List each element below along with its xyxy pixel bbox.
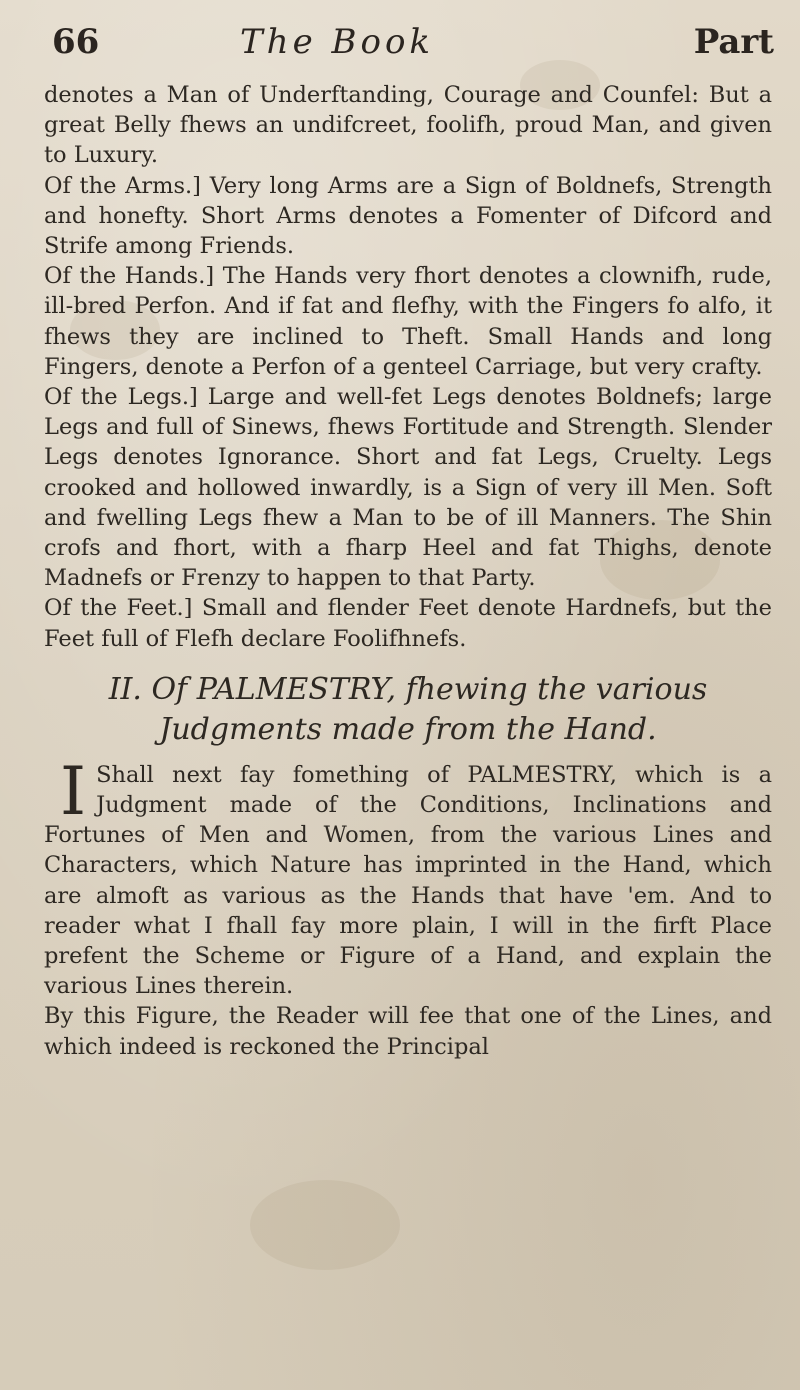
paragraph-belly: denotes a Man of Underftanding, Courage and Counfel: But a great Belly fhews an undifcreet, foolifh, proud Man, and given to Luxury. (44, 82, 772, 169)
page-header (40, 14, 780, 70)
running-title: The Book (240, 22, 435, 62)
section-heading: II. Of PALMESTRY, fhewing the various Judgments made from the Hand. (108, 671, 708, 747)
paragraph-palmestry (44, 752, 772, 1002)
drop-cap: I (60, 752, 87, 830)
paragraph-feet: Of the Feet.] Small and flender Feet denote Hardnefs, but the Feet full of Flefh declare Foolifhnefs. (44, 595, 772, 652)
paragraph-figure: By this Figure, the Reader will fee that one of the Lines, and which indeed is reckoned the Principal (44, 1003, 772, 1060)
paragraph-arms: Of the Arms.] Very long Arms are a Sign of Boldnefs, Strength and honefty. Short Arms denotes a Fomenter of Difcord and Strife among Friends. (44, 172, 772, 260)
paragraph-legs: Of the Legs.] Large and well-fet Legs denotes Boldnefs; large Legs and full of Sinews, fhews Fortitude and Strength. Slender Legs denotes Ignorance. Short and fat Legs, Cruelty. Legs crooked and hollowed inwardly, is a Sign of very ill Men. Soft and fwelling Legs fhew a Man to be of ill Manners. The Shin crofs and fhort, with a fharp Heel and fat Thighs, denote Madnefs or Frenzy to happen to that Party. (44, 384, 772, 592)
page-number: 66 (52, 22, 100, 62)
body-text (44, 80, 772, 1062)
paragraph-palmestry-text: Shall next fay fomething of PALMESTRY, which is a Judgment made of the Conditions, Inclinations and Fortunes of Men and Women, from the various Lines and Characters, which Nature has imprinted in the Hand, which are almoft as various as the Hands that have 'em. And to reader what I fhall fay more plain, I will in the firft Place prefent the Scheme or Figure of a Hand, and explain the various Lines therein. (44, 761, 772, 1000)
paragraph-hands: Of the Hands.] The Hands very fhort denotes a clownifh, rude, ill-bred Perfon. And if fat and flefhy, with the Fingers fo alfo, it fhews they are inclined to Theft. Small Hands and long Fingers, denote a Perfon of a genteel Carriage, but very crafty. (44, 263, 772, 380)
part-label: Part (693, 22, 774, 62)
